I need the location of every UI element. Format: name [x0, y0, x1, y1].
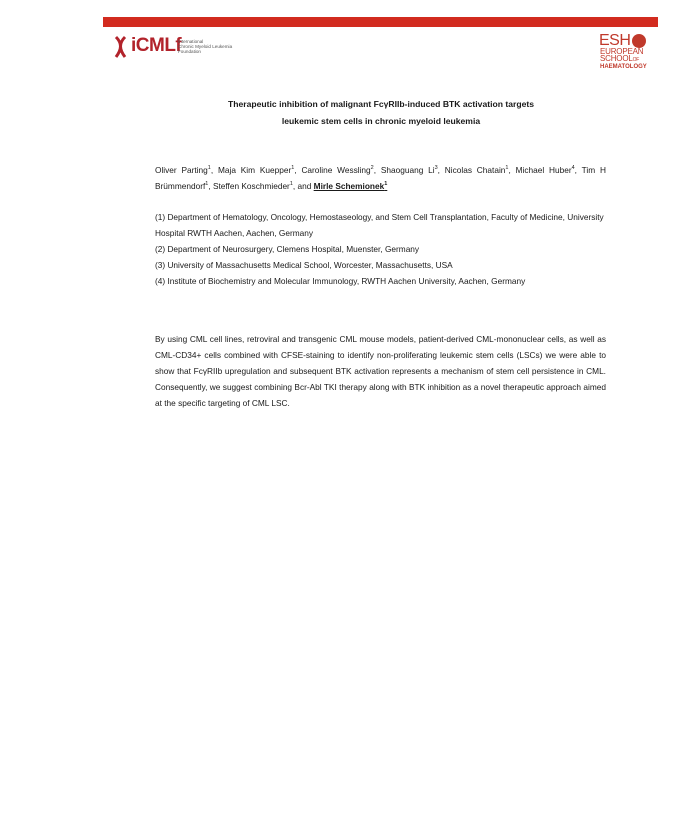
author-name: Shaoguang Li$^3$: [380, 165, 438, 175]
esh-line-school: SCHOOLOF: [600, 54, 640, 63]
author-affiliation-mark: 2: [370, 165, 374, 172]
author-name: Mirle Schemionek$^1$: [313, 181, 388, 191]
title-line-2: leukemic stem cells in chronic myeloid leukemia: [281, 116, 481, 126]
esh-logo: [599, 33, 651, 75]
author-affiliation-mark: 1: [291, 165, 295, 172]
esh-line-haematology: HAEMATOLOGY: [600, 64, 647, 70]
abstract-text: By using CML cell lines, retroviral and transgenic CML mouse models, patient-derived CML-mononuclear cells, as well as CML-CD34+ cells combined with CFSE-staining to identify non-proliferating leukemic stem cells (LSCs) we were able to show that FcγRIIb upregulation and subsequent BTK activation represents a mechanism of stem cell persistence in CML. Consequently, we suggest combining Bcr-Abl TKI therapy along with BTK inhibition as a novel therapeutic approach aimed at the specific targeting of CML LSC.: [155, 334, 606, 408]
ribbon-icon: [112, 35, 130, 59]
affiliation-list: [155, 209, 606, 289]
icmlf-wordmark: iCMLf: [131, 35, 182, 56]
affiliation-1: (1) Department of Hematology, Oncology, Hemostaseology, and Stem Cell Transplantation, Faculty of Medicine, University Hospital RWTH Aachen, Aachen, Germany: [155, 212, 604, 238]
author-affiliation-mark: 1: [505, 165, 509, 172]
author-name: Maja Kim Kuepper$^1$: [217, 165, 295, 175]
author-name: Caroline Wessling$^2$: [301, 165, 374, 175]
author-affiliation-mark: 1: [207, 165, 211, 172]
header-bar: [103, 17, 658, 27]
author-name: Michael Huber$^4$: [515, 165, 575, 175]
author-affiliation-mark: 3: [434, 165, 438, 172]
esh-title: ESH: [599, 32, 631, 49]
affiliation-4: (4) Institute of Biochemistry and Molecular Immunology, RWTH Aachen University, Aachen, Germany: [155, 276, 526, 286]
paper-title: [155, 96, 607, 130]
esh-line-european: EUROPEAN: [600, 47, 644, 56]
author-name: Nicolas Chatain$^1$: [444, 165, 509, 175]
esh-dot-icon: [632, 34, 646, 48]
author-affiliation-mark: 1: [384, 181, 388, 188]
affiliation-3: (3) University of Massachusetts Medical School, Worcester, Massachusetts, USA: [155, 260, 453, 270]
title-line-1: Therapeutic inhibition of malignant FcγRIIb-induced BTK activation targets: [227, 99, 535, 109]
author-affiliation-mark: 1: [289, 181, 293, 188]
author-affiliation-mark: 4: [571, 165, 575, 172]
author-name: Tim H Brümmendorf$^1$: [155, 165, 606, 191]
author-affiliation-mark: 1: [205, 181, 209, 188]
affiliation-2: (2) Department of Neurosurgery, Clemens Hospital, Muenster, Germany: [155, 244, 420, 254]
author-list: Oliver Parting$^1$, Maja Kim Kuepper$^1$, Caroline Wessling$^2$, Shaoguang Li$^3$, Nicolas Chatain$^1$, Michael Huber$^4$, Tim H Brümmendorf$^1$, Steffen Koschmieder$^1$, and Mirle Schemionek$^1$: [155, 165, 606, 191]
author-name: Oliver Parting$^1$: [155, 165, 211, 175]
icmlf-subtitle: International Chronic Myeloid Leukemia Foundation: [178, 39, 233, 55]
author-name: Steffen Koschmieder$^1$: [212, 181, 293, 191]
icmlf-logo: [112, 35, 242, 61]
